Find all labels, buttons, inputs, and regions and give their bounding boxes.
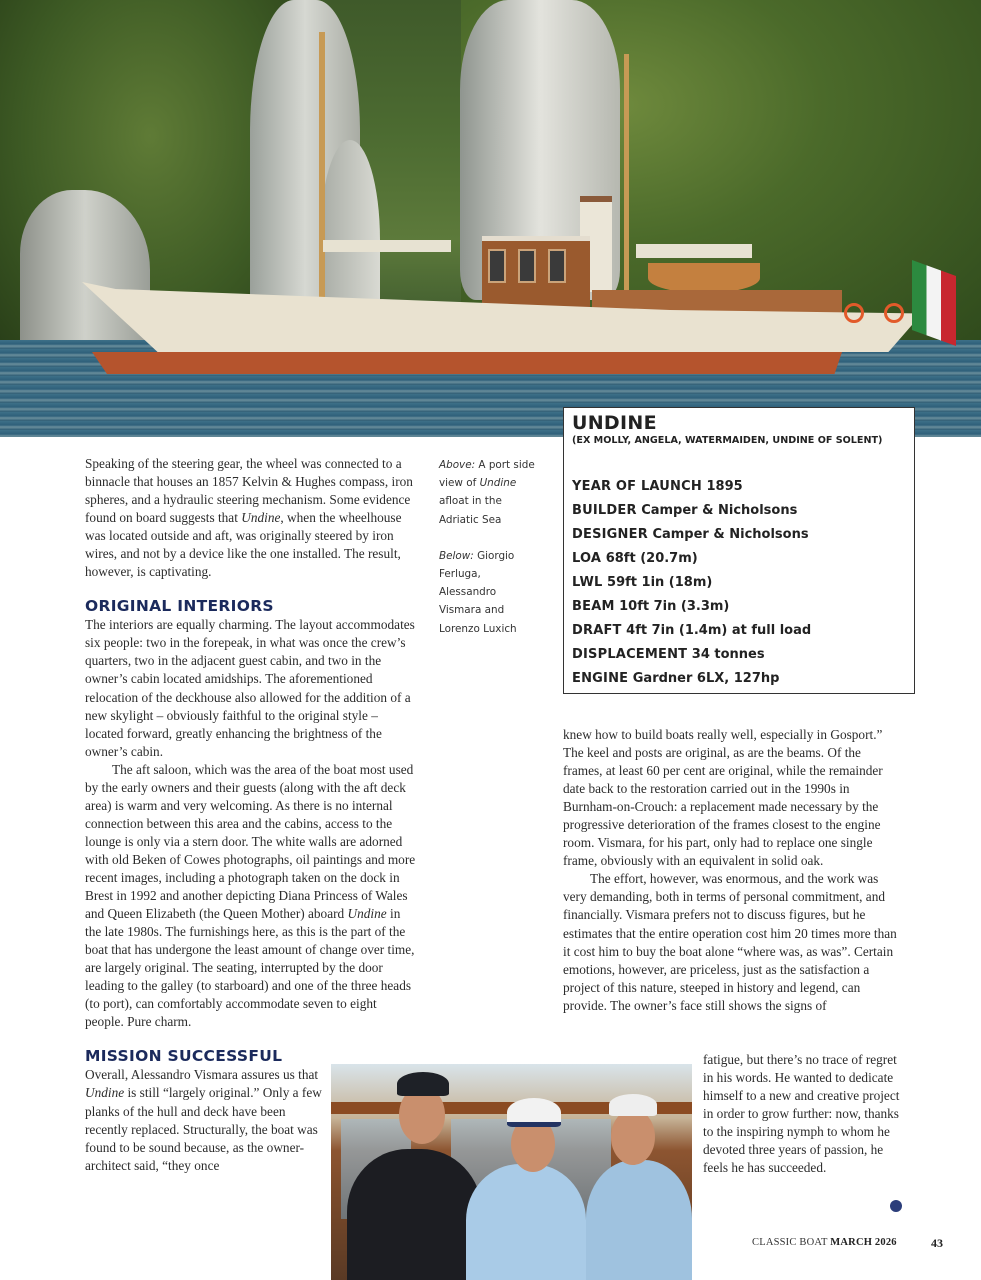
paragraph: The aft saloon, which was the area of the boat most used by the early owners and their guests (along with the aft deck area) is warm and very welcoming. As there is no internal connection between this area and the cabins, access to the lounge is only via a stern door. The white walls are adorned with old Beken of Cowes photographs, oil paintings and more recent images, including a photograph taken on the dock in Brest in 1992 and another depicting Diana Princess of Wales and Queen Elizabeth (the Queen Mother) aboard Undine in the late 1980s. The furnishings here, as this is the part of the boat that has undergone the least amount of change over time, are largely original. The seating, interrupted by the door leading to the galley (to starboard) and one of the three heads (to port), can comfortably accommodate seven to eight people. Pure charm.	[85, 761, 416, 1030]
article-column-3	[563, 726, 898, 1015]
publication-name: CLASSIC BOAT	[752, 1237, 831, 1248]
spec-row-beam: BEAM 10ft 7in (3.3m)	[572, 599, 730, 614]
end-mark-icon	[890, 1200, 902, 1212]
section-heading-mission-successful: MISSION SUCCESSFUL	[85, 1047, 283, 1066]
photo-person-middle	[466, 1164, 586, 1280]
paragraph: Overall, Alessandro Vismara assures us that Undine is still “largely original.” Only a few planks of the hull and deck have been recently replaced. Structurally, the boat was found to be sound because, as the owner-architect said, “they once	[85, 1067, 322, 1173]
portrait-photo-three-men	[331, 1064, 692, 1280]
paragraph: fatigue, but there’s no trace of regret in his words. He wanted to dedicate himself to a new and creative project in order to grow further: now, thanks to the inspiring nymph to whom he devoted three years of passion, he feels he has succeeded.	[703, 1052, 900, 1176]
captain-hat-icon	[507, 1098, 561, 1127]
photo-furled-sail	[636, 244, 752, 258]
spec-subtitle: (EX MOLLY, ANGELA, WATERMAIDEN, UNDINE OF SOLENT)	[572, 435, 883, 446]
page-footer	[752, 1237, 897, 1248]
lifebuoy-icon	[844, 303, 864, 323]
section-heading-original-interiors: ORIGINAL INTERIORS	[85, 597, 274, 616]
spec-row-lwl: LWL 59ft 1in (18m)	[572, 575, 713, 590]
issue-date: MARCH 2026	[830, 1237, 897, 1248]
photo-captions	[439, 456, 539, 638]
photo-furled-sail	[323, 240, 451, 252]
photo-person-right	[586, 1160, 692, 1280]
spec-title: UNDINE	[572, 412, 657, 434]
spec-row-designer: DESIGNER Camper & Nicholsons	[572, 527, 809, 542]
lifebuoy-icon	[884, 303, 904, 323]
article-column-3-wrap	[703, 1051, 903, 1177]
spec-row-loa: LOA 68ft (20.7m)	[572, 551, 698, 566]
hero-photo-undine	[0, 0, 981, 437]
spec-row-draft: DRAFT 4ft 7in (1.4m) at full load	[572, 623, 812, 638]
photo-boot-top	[92, 352, 842, 374]
photo-mizzenmast	[624, 54, 629, 304]
photo-dinghy	[648, 263, 760, 293]
page-number: 43	[931, 1236, 943, 1250]
paragraph: knew how to build boats really well, especially in Gosport.” The keel and posts are original, as are the beams. Of the frames, at least 60 per cent are original, while the remainder date back to the restoration carried out in the 1990s in Burnham-on-Crouch: a replacement made necessary by the progressive deterioration of the frames closest to the engine room. Vismara, for his part, only had to replace one single frame, obviously with an equivalent in solid oak.	[563, 727, 883, 869]
paragraph: The interiors are equally charming. The layout accommodates six people: two in the forepeak, in what was once the crew’s quarters, two in the adjacent guest cabin, and two in the owner’s cabin located amidships. The aforementioned relocation of the deckhouse also allowed for the addition of a new skylight – obviously faithful to the original style – located forward, greatly enhancing the brightness of the owner’s cabin.	[85, 617, 415, 759]
photo-mainmast	[319, 32, 325, 302]
white-cap-icon	[609, 1094, 657, 1116]
paragraph: The effort, however, was enormous, and the work was very demanding, both in terms of personal commitment, and financially. Vismara prefers not to discuss figures, but he estimates that the entire operation cost him 20 times more than it cost him to buy the boat alone “where was, as was”. Certain emotions, however, are priceless, just as the satisfaction a project of this nature, steeped in history and legend, can provide. The owner’s face still shows the signs of	[563, 871, 897, 1013]
paragraph: Speaking of the steering gear, the wheel was connected to a binnacle that houses an 1857 Kelvin & Hughes compass, iron spheres, and a hydraulic steering mechanism. Some evidence found on board suggests that Undine, when the wheelhouse was located outside and aft, was originally steered by iron wires, and not by a device like the one installed. The result, however, is captivating.	[85, 456, 413, 580]
spec-row-engine: ENGINE Gardner 6LX, 127hp	[572, 671, 780, 686]
caption-below: Below: Giorgio Ferluga, Alessandro Vismara and Lorenzo Luxich	[439, 549, 517, 635]
spec-row-year: YEAR OF LAUNCH 1895	[572, 479, 743, 494]
spec-row-displacement: DISPLACEMENT 34 tonnes	[572, 647, 765, 662]
spec-row-builder: BUILDER Camper & Nicholsons	[572, 503, 798, 518]
photo-person-left	[347, 1149, 482, 1280]
black-cap-icon	[397, 1072, 449, 1096]
spec-box	[563, 407, 915, 694]
caption-above: Above: A port side view of Undine afloat in the Adriatic Sea	[439, 459, 535, 526]
